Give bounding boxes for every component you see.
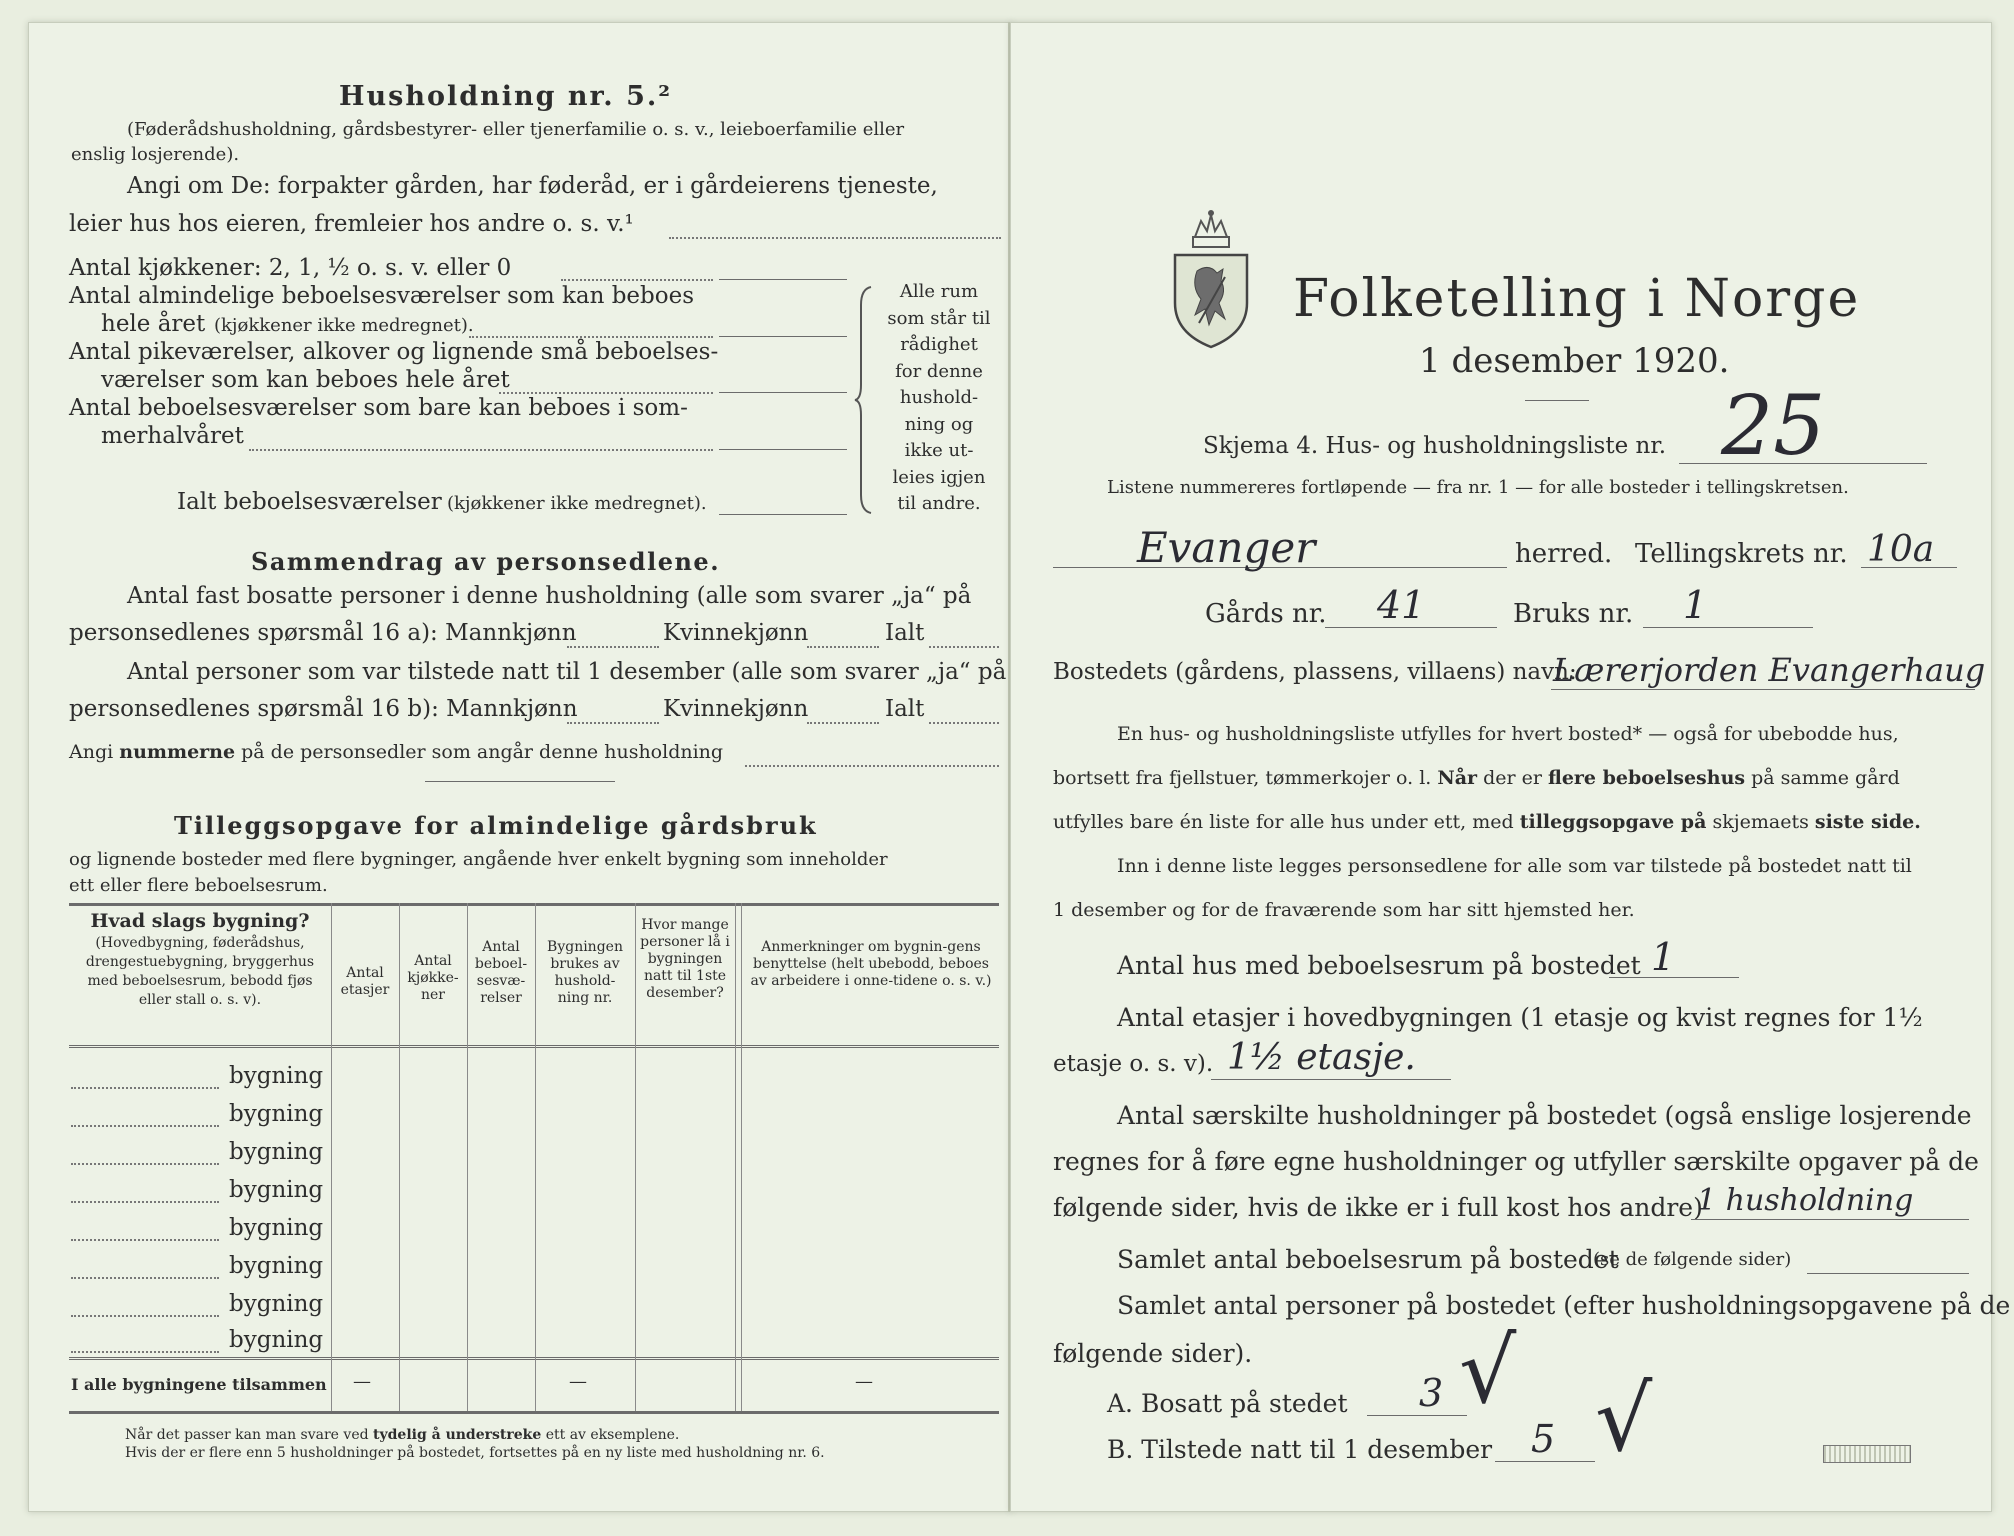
row-dots [71,1125,219,1127]
summary-line-1b: personsedlenes spørsmål 16 a): Mannkjønn [69,620,577,646]
bosted-line [1551,689,1975,690]
husholdning-line-1: Antal særskilte husholdninger på bostedet (også enslige losjerende [1117,1101,1972,1130]
kvinne-1-dots [807,646,879,648]
tilstede-value: 5 [1531,1417,1556,1461]
tilstede-label: B. Tilstede natt til 1 desember [1107,1435,1493,1464]
row-label: bygning [229,1327,324,1353]
col-divider [741,903,742,1411]
header-persons: Hvor mange personer lå i bygningen natt til 1ste desember? [640,917,730,1001]
herred-value: Evanger [1137,523,1316,572]
angi-nummer-post: på de personsedler som angår denne husholdning [241,741,724,763]
samlet-personer-line-1: Samlet antal personer på bostedet (efter husholdningsopgavene på de [1117,1291,2011,1320]
rooms1-dots [469,336,713,338]
table-total-rule-top [69,1357,999,1360]
gards-value: 41 [1377,583,1426,627]
angi-line-2: leier hus hos eieren, fremleier hos andre o. s. v.¹ [69,211,634,237]
footnote-1-post: ett av eksemplene. [545,1427,680,1443]
bracket-line: for denne [895,360,983,382]
col-divider [331,903,332,1411]
rooms1-label: Antal almindelige beboelsesværelser som kan beboes [69,283,695,309]
row-label: bygning [229,1177,324,1203]
row-label: bygning [229,1101,324,1127]
antal-hus-label: Antal hus med beboelsesrum på bostedet [1117,951,1641,980]
footnote-2: Hvis der er flere enn 5 husholdninger på bostedet, fortsettes på en ny liste med husholdning nr. 6. [125,1445,825,1461]
row-dots [71,1163,219,1165]
ialt-1-label: Ialt [885,620,925,646]
summary-line-2b: personsedlenes spørsmål 16 b): Mannkjønn [69,696,578,722]
bracket-line: som står til [887,307,991,329]
bosted-label: Bostedets (gårdens, plassens, villaens) navn: [1053,659,1577,685]
etasjer-line-2: etasje o. s. v). [1053,1051,1214,1077]
ialt-rooms-note: (kjøkkener ikke medregnet). [447,493,707,514]
tilstede-line [1495,1461,1595,1462]
kitchens-line [719,279,847,280]
col-divider [467,903,468,1411]
ialt-rooms-line [719,514,847,515]
row-label: bygning [229,1063,324,1089]
kitchens-label: Antal kjøkkener: 2, 1, ½ o. s. v. eller 0 [69,255,512,281]
etasjer-line [1211,1079,1451,1080]
instruction-4: Inn i denne liste legges personsedlene for alle som var tilstede på bostedet natt til [1117,855,1912,877]
instruction-5: 1 desember og for de fraværende som har sitt hjemsted her. [1053,899,1635,921]
instruction-2 [1053,767,1900,789]
skjema-number: 25 [1721,379,1826,474]
table-bottom-rule [69,1411,999,1414]
section-divider [425,781,615,782]
instruction-2-mid: der er [1483,767,1542,789]
ialt-2-dots [929,722,999,724]
footnote-1-bold: tydelig å understreke [373,1427,542,1443]
instruction-3-bold-2: siste side. [1814,811,1921,833]
instruction-2-pre: bortsett fra fjellstuer, tømmerkojer o. l. [1053,767,1432,789]
bracket-line: Alle rum [899,281,979,302]
bracket-line: hushold- [899,387,979,408]
etasjer-value: 1½ etasje. [1227,1037,1416,1078]
bruks-label: Bruks nr. [1513,599,1634,629]
angi-nummer-pre: Angi [69,741,114,763]
instruction-3-bold: tilleggsopgave på [1519,811,1707,833]
bosatt-label: A. Bosatt på stedet [1107,1389,1348,1418]
census-title: Folketelling i Norge [1293,269,1861,329]
total-dash: — [353,1371,371,1392]
instruction-3-pre: utfylles bare én liste for alle hus under ett, med [1053,811,1514,833]
ialt-rooms-label: Ialt beboelsesværelser [177,489,442,515]
check-mark-icon: √ [1459,1319,1517,1424]
header-rooms: Antal beboel-sesvæ-relser [474,939,528,1006]
col-divider [735,903,736,1411]
tellingskrets-label: Tellingskrets nr. [1635,539,1848,569]
total-dash: — [569,1371,587,1392]
rooms2-line [719,392,847,393]
row-label: bygning [229,1291,324,1317]
skjema-label: Skjema 4. Hus- og husholdningsliste nr. [1203,433,1667,459]
summary-line-2a: Antal personer som var tilstede natt til 1 desember (alle som svarer „ja“ på [127,659,1007,685]
summary-heading: Sammendrag av personsedlene. [251,547,721,576]
household-heading: Husholdning nr. 5.² [339,81,673,112]
bosted-value: Lærerjorden Evangerhaug [1553,651,1986,689]
rooms2-label-b: værelser som kan beboes hele året [101,367,510,393]
supplement-sub-1: og lignende bosteder med flere bygninger, angående hver enkelt bygning som inneholder [69,849,888,870]
listene-note: Listene nummereres fortløpende — fra nr. 1 — for alle bosteder i tellingskretsen. [1107,477,1849,498]
col-divider [399,903,400,1411]
rooms1-note: (kjøkkener ikke medregnet). [214,315,474,336]
intro-note: (Føderådshusholdning, gårdsbestyrer- eller tjenerfamilie o. s. v., leieboerfamilie eller [127,119,905,140]
ialt-2-label: Ialt [885,696,925,722]
etasjer-line-1: Antal etasjer i hovedbygningen (1 etasje og kvist regnes for 1½ [1117,1003,1923,1032]
row-dots [71,1087,219,1089]
antal-hus-value: 1 [1651,935,1676,979]
title-divider [1525,400,1589,401]
col-divider [535,903,536,1411]
header-household-nr: Bygningen brukes av hushold-ning nr. [547,939,623,1006]
instruction-3 [1053,811,1921,833]
instruction-1: En hus- og husholdningsliste utfylles for hvert bosted* — også for ubebodde hus, [1117,723,1899,745]
rooms1-line [719,336,847,337]
coat-of-arms-icon [1169,207,1253,349]
bosatt-line [1367,1415,1467,1416]
check-mark-icon: √ [1595,1367,1653,1472]
footnote-1 [125,1427,679,1443]
census-date: 1 desember 1920. [1419,341,1730,381]
rooms1-label-b: hele året [101,311,206,337]
samlet-personer-line-2: følgende sider). [1053,1339,1253,1368]
kitchens-dots [561,279,713,281]
tellingskrets-value: 10a [1867,529,1935,570]
gards-line [1325,627,1497,628]
summary-line-1a: Antal fast bosatte personer i denne husholdning (alle som svarer „ja“ på [127,583,972,609]
row-dots [71,1351,219,1353]
kvinne-1-label: Kvinnekjønn [663,620,809,646]
gards-label: Gårds nr. [1205,599,1327,629]
bracket-line: til andre. [897,493,981,514]
bracket-line: ikke ut- [904,440,974,461]
total-dash: — [855,1371,873,1392]
bracket-line: ning og [904,413,974,435]
bracket-note [877,279,1001,518]
buildings-table [69,903,999,1411]
samlet-rum-line [1807,1273,1969,1274]
footnote-1-pre: Når det passer kan man svare ved [125,1427,369,1443]
husholdning-line-3: følgende sider, hvis de ikke er i full kost hos andre) [1053,1193,1703,1222]
row-dots [71,1239,219,1241]
header-building-title: Hvad slags bygning? [90,910,310,932]
table-top-rule [69,903,999,906]
rooms2-label: Antal pikeværelser, alkover og lignende små beboelses- [69,339,719,365]
samlet-rum-note: (se de følgende sider) [1593,1249,1792,1270]
intro-note-2: enslig losjerende). [71,144,240,165]
angi-nummer [69,741,723,763]
kvinne-2-dots [807,722,879,724]
instruction-2-bold-1: Når [1437,767,1478,789]
header-kitchens: Antal kjøkke-ner [407,953,459,1003]
angi-nummer-dots [745,765,999,767]
header-floors: Antal etasjer [340,965,390,998]
printer-stamp [1823,1445,1911,1463]
mann-1-dots [567,646,659,648]
angi-line-1: Angi om De: forpakter gården, har føderåd, er i gårdeierens tjeneste, [127,173,938,199]
husholdning-line-2: regnes for å føre egne husholdninger og utfyller særskilte opgaver på de [1053,1147,1979,1176]
header-remarks: Anmerkninger om bygnin-gens benyttelse (helt ubebodd, beboes av arbeidere i onne-tidene o. s. v.) [750,939,992,989]
header-building-sub: (Hovedbygning, føderådshus, drengestuebygning, bryggerhus med beboelsesrum, bebodd fjøs eller stall o. s. v). [85,935,315,1008]
mann-2-dots [567,722,659,724]
curly-bracket [853,285,877,515]
instruction-2-bold-2: flere beboelseshus [1548,767,1746,789]
bosatt-value: 3 [1419,1371,1444,1415]
row-label: bygning [229,1253,324,1279]
right-page [1010,22,2011,1512]
samlet-rum-label: Samlet antal beboelsesrum på bostedet [1117,1245,1619,1274]
row-dots [71,1201,219,1203]
supplement-heading: Tilleggsopgave for almindelige gårdsbruk [174,811,818,840]
header-building-type [73,910,327,1010]
instruction-3-mid: skjemaets [1712,811,1809,833]
total-label: I alle bygningene tilsammen [71,1375,327,1394]
row-label: bygning [229,1139,324,1165]
row-dots [71,1315,219,1317]
rooms3-dots [249,449,713,451]
husholdning-line [1691,1219,1969,1220]
left-page [28,22,1012,1512]
husholdning-value: 1 husholdning [1697,1183,1914,1218]
rooms2-dots [499,392,713,394]
rooms3-label-b: merhalvåret [101,423,244,449]
kvinne-2-label: Kvinnekjønn [663,696,809,722]
row-label: bygning [229,1215,324,1241]
angi-nummer-bold: nummerne [119,741,236,763]
rooms3-label: Antal beboelsesværelser som bare kan beboes i som- [69,395,688,421]
table-header-rule [69,1045,999,1048]
ialt-1-dots [929,646,999,648]
bruks-value: 1 [1683,583,1708,627]
col-divider [635,903,636,1411]
bracket-line: rådighet [900,334,978,355]
bruks-line [1643,627,1813,628]
instruction-2-post: på samme gård [1751,767,1900,789]
bracket-line: leies igjen [892,466,986,488]
supplement-sub-2: ett eller flere beboelsesrum. [69,875,328,896]
row-dots [71,1277,219,1279]
rooms3-line [719,449,847,450]
angi-fill-line [669,237,1001,239]
herred-label: herred. [1515,539,1613,569]
